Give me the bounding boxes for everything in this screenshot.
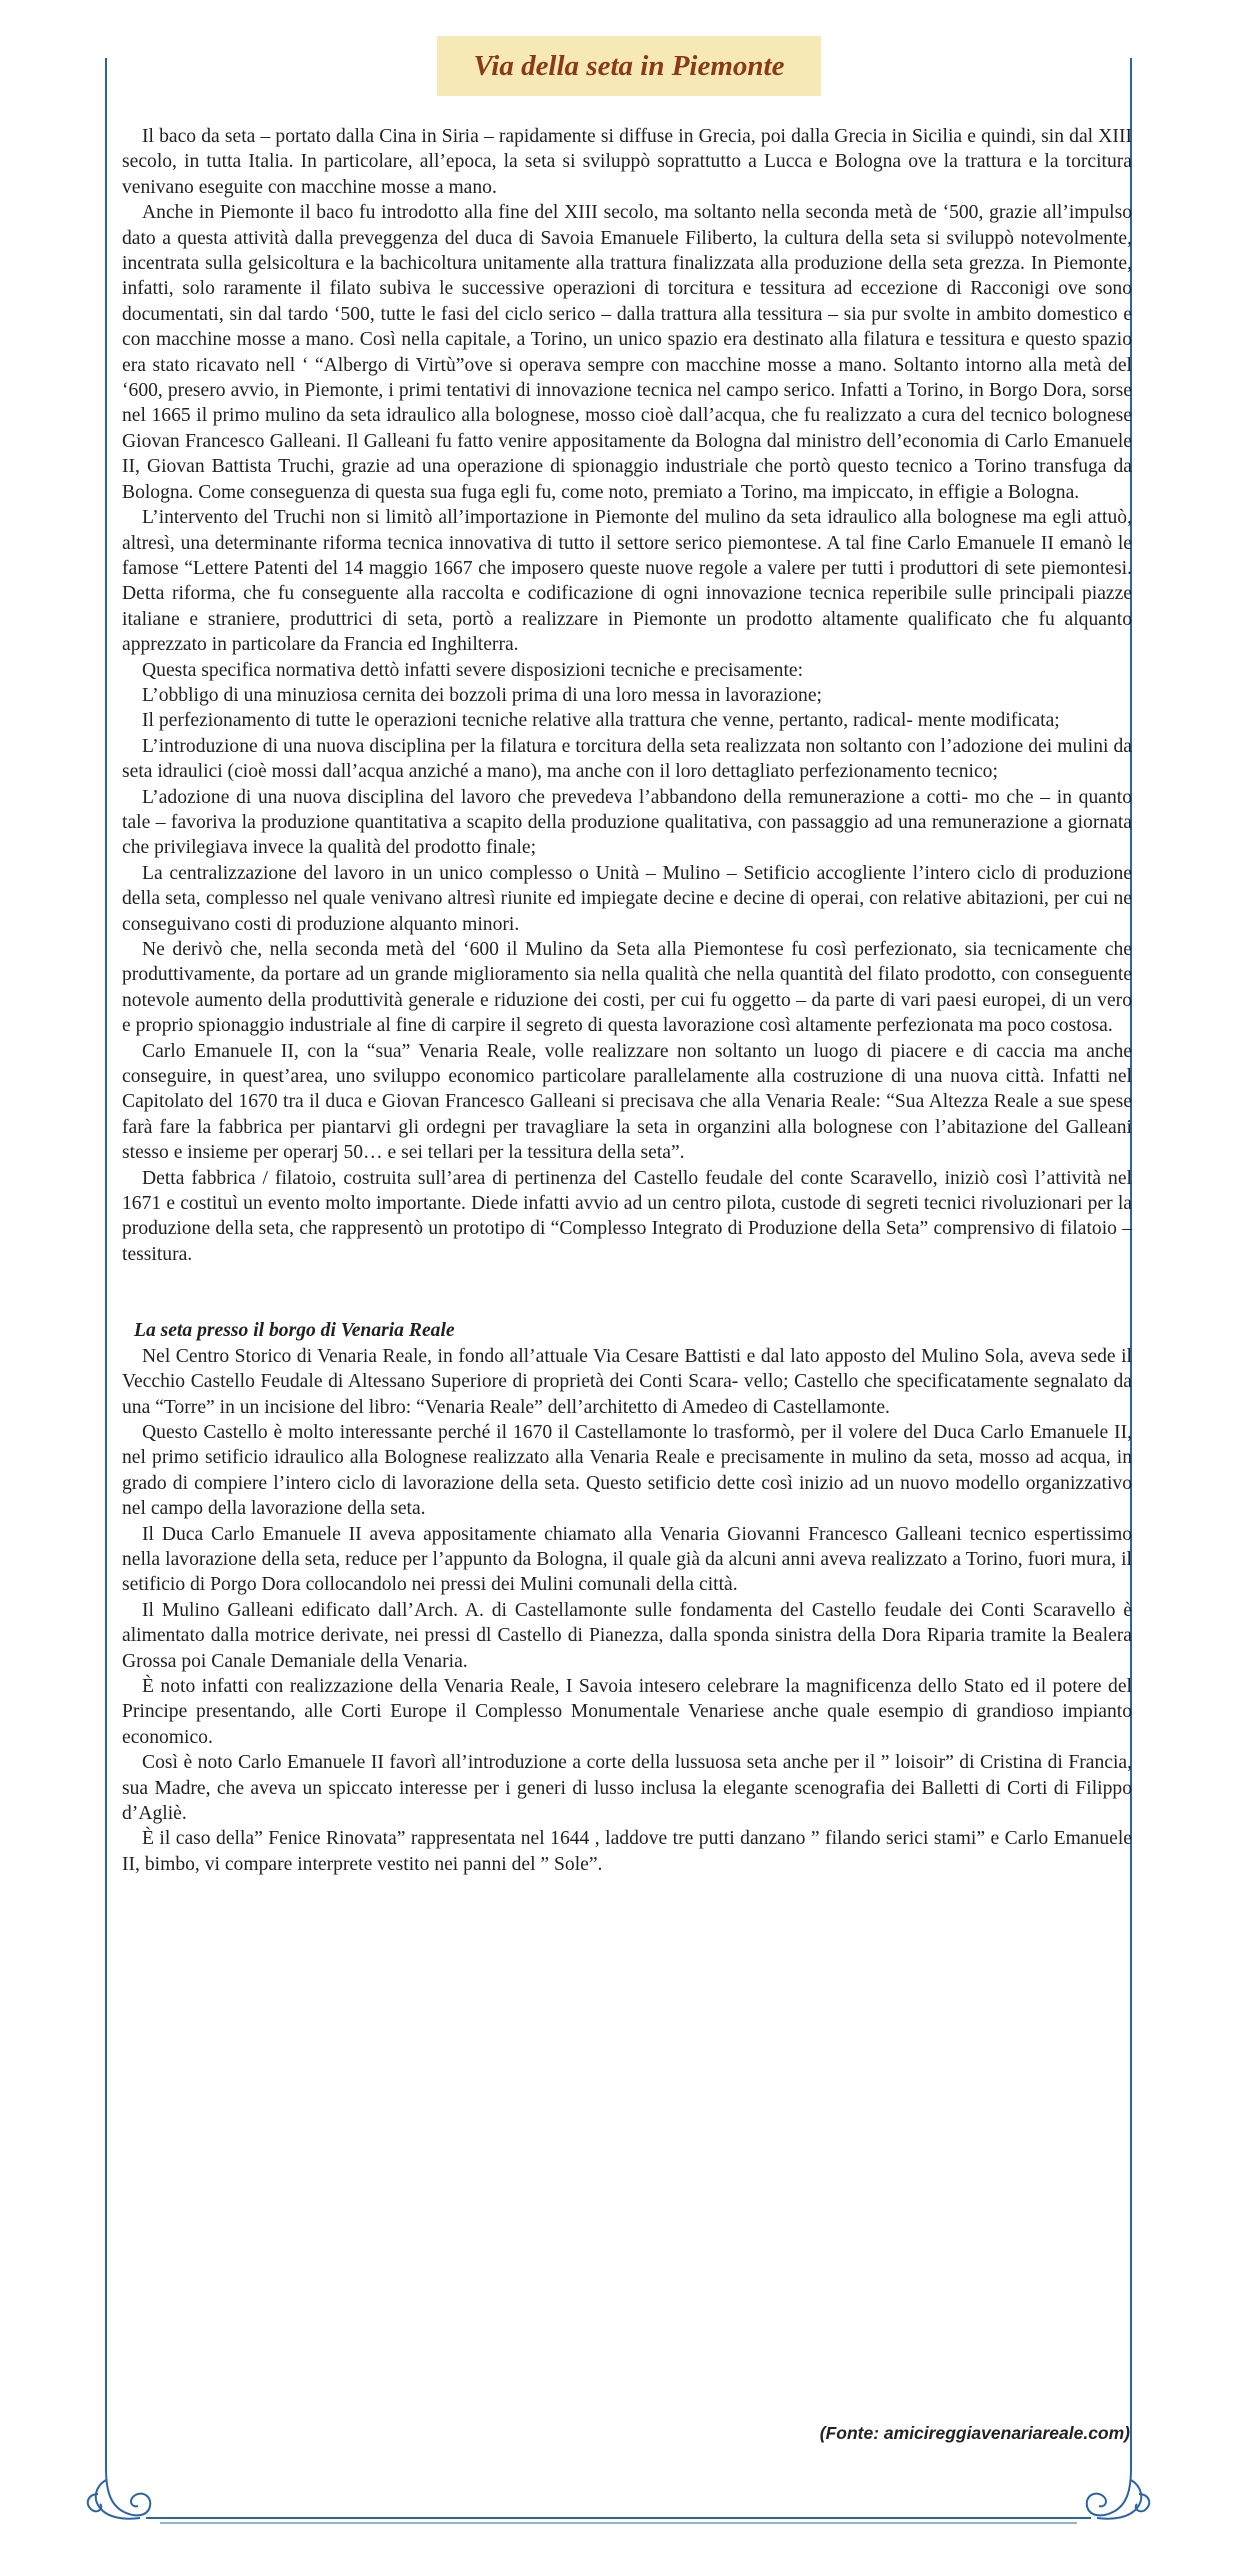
paragraph: Carlo Emanuele II, con la “sua” Venaria Reale, volle realizzare non soltanto un luogo di piacere e di caccia ma anche conseguire, in quest’area, uno sviluppo economico particolare parallelamente alla costruzione di una nuova città. Infatti nel Capitolato del 1670 tra il duca e Giovan Francesco Galleani si precisava che alla Venaria Reale: “Sua Altezza Reale a sue spese farà fare la fabbrica per piantarvi gli ordegni per travagliare la seta in organzini alla bolognese con l’abitazione del Galleani stesso e insieme per operarj 50… e sei tellari per la tessitura della seta”.	[122, 1040, 1132, 1164]
paragraph: È noto infatti con realizzazione della Venaria Reale, I Savoia intesero celebrare la magnificenza dello Stato ed il potere del Principe presentando, alle Corti Europe il Complesso Monumentale Venariese anche quale esempio di grandioso impianto economico.	[122, 1675, 1132, 1748]
list-item: Il perfezionamento di tutte le operazioni tecniche relative alla trattura che venne, pertanto, radical- mente modificata;	[142, 710, 1060, 732]
paragraph: È il caso della” Fenice Rinovata” rappresentata nel 1644 , laddove tre putti danzano ” filando serici stami” e Carlo Emanuele II, bimbo, vi compare interprete vestito nei panni del ” Sole”.	[122, 1828, 1132, 1875]
paragraph: Questa specifica normativa dettò infatti severe disposizioni tecniche e precisamente:	[142, 659, 804, 681]
section-heading: La seta presso il borgo di Venaria Reale	[134, 1320, 455, 1342]
paragraph: Ne derivò che, nella seconda metà del ‘600 il Mulino da Seta alla Piemontese fu così perfezionato, sia tecnicamente che produttivamente, da portare ad un grande miglioramento sia nella qualità che nella quantità del filato prodotto, con conseguente notevole aumento della produttività generale e riduzione dei costi, per cui fu oggetto – da parte di vari paesi europei, di un vero e proprio spionaggio industriale al fine di carpire il segreto di questa lavorazione così altamente perfezionata ma poco costosa.	[122, 939, 1132, 1037]
page-title: Via della seta in Piemonte	[473, 49, 785, 82]
paragraph: L’intervento del Truchi non si limitò all’importazione in Piemonte del mulino da seta idraulico alla bolognese ma egli attuò, altresì, una determinante riforma tecnica innovativa di tutto il settore serico piemontese. A tal fine Carlo Emanuele II emanò le famose “Lettere Patenti del 14 maggio 1667 che imposero queste nuove regole a valere per tutti i produttori di sete piemontesi. Detta riforma, che fu conseguente alla raccolta e codificazione di ogni innovazione tecnica reperibile sulle principali piazze italiane e straniere, produttrici di seta, portò a realizzare in Piemonte un prodotto altamente qualificato che fu alquanto apprezzato in particolare da Francia ed Inghilterra.	[122, 507, 1132, 656]
section-gap	[122, 1267, 1132, 1318]
article-body	[122, 124, 1132, 1877]
right-corner-ornament	[1087, 2468, 1150, 2519]
paragraph: Detta fabbrica / filatoio, costruita sull’area di pertinenza del Castello feudale del conte Scaravello, iniziò così l’attività nel 1671 e costituì un evento molto importante. Diede infatti avvio ad un centro pilota, custode di segreti tecnici rivoluzionari per la produzione della seta, che rappresentò un prototipo di “Complesso Integrato di Produzione della Seta” comprensivo di filatoio – tessitura.	[122, 1167, 1132, 1265]
paragraph: Anche in Piemonte il baco fu introdotto alla fine del XIII secolo, ma soltanto nella seconda metà de ‘500, grazie all’impulso dato a questa attività dalla preveggenza del duca di Savoia Emanuele Filiberto, la cultura della seta si sviluppò notevolmente, incentrata sulla gelsicoltura e la bachicoltura unitamente alla trattura finalizzata alla produzione della seta grezza. In Piemonte, infatti, solo raramente il filato subiva le successive operazioni di torcitura e tessitura ad eccezione di Racconigi ove sono documentati, sin dal tardo ‘500, tutte le fasi del ciclo serico – dalla trattura alla tessitura – sia pur svolte in ambito domestico e con macchine mosse a mano. Così nella capitale, a Torino, un unico spazio era destinato alla filatura e tessitura e questo spazio era stato ricavato nell ‘ “Albergo di Virtù”ove si operava sempre con macchine mosse a mano. Soltanto intorno alla metà del ‘600, presero avvio, in Piemonte, i primi tentativi di innovazione tecnica nel campo serico. Infatti a Torino, in Borgo Dora, sorse nel 1665 il primo mulino da seta idraulico alla bolognese, mosso cioè dall’acqua, che fu realizzato a cura del tecnico bolognese Giovan Francesco Galleani. Il Galleani fu fatto venire appositamente da Bologna dal ministro dell’economia di Carlo Emanuele II, Giovan Battista Truchi, grazie ad una operazione di spionaggio industriale che portò questo tecnico a Torino transfuga da Bologna. Come conseguenza di questa sua fuga egli fu, come noto, premiato a Torino, ma impiccato, in effigie a Bologna.	[122, 202, 1132, 503]
paragraph: Nel Centro Storico di Venaria Reale, in fondo all’attuale Via Cesare Battisti e dal lato apposto del Mulino Sola, aveva sede il Vecchio Castello Feudale di Altessano Superiore di proprietà dei Conti Scara- vello; Castello che specificatamente segnalato da una “Torre” in un incisione del libro: “Venaria Reale” dell’architetto di Amedeo di Castellamonte.	[122, 1345, 1132, 1418]
paragraph: Il baco da seta – portato dalla Cina in Siria – rapidamente si diffuse in Grecia, poi dalla Grecia in Sicilia e quindi, sin dal XIII secolo, in tutta Italia. In particolare, all’epoca, la seta si sviluppò soprattutto a Lucca e Bologna ove la trattura e la torcitura venivano eseguite con macchine mosse a mano.	[122, 126, 1132, 198]
paragraph: Il Duca Carlo Emanuele II aveva appositamente chiamato alla Venaria Giovanni Francesco Galleani tecnico espertissimo nella lavorazione della seta, reduce per l’appunto da Bologna, il quale già da alcuni anni aveva realizzato a Torino, fuori mura, il setificio di Porgo Dora collocandolo nei pressi dei Mulini comunali della città.	[122, 1523, 1132, 1596]
paragraph: Il Mulino Galleani edificato dall’Arch. A. di Castellamonte sulle fondamenta del Castello feudale dei Conti Scaravello è alimentato dalla motrice derivate, nei pressi dl Castello di Pianezza, dalla sponda sinistra della Dora Riparia tramite la Bealera Grossa poi Canale Demaniale della Venaria.	[122, 1599, 1132, 1672]
source-credit: (Fonte: amicireggiavenariareale.com)	[819, 2423, 1130, 2443]
title-banner	[437, 36, 821, 96]
left-corner-ornament	[88, 2468, 151, 2519]
list-item: La centralizzazione del lavoro in un unico complesso o Unità – Mulino – Setificio accogliente l’intero ciclo di produzione della seta, complesso nel quale venivano altresì riunite ed impiegate decine e decine di operai, con relative abitazioni, per cui ne conseguivano costi di produzione alquanto minori.	[122, 862, 1132, 935]
list-item: L’obbligo di una minuziosa cernita dei bozzoli prima di una loro messa in lavorazione;	[142, 684, 822, 706]
list-item: L’introduzione di una nuova disciplina per la filatura e torcitura della seta realizzata non soltanto con l’adozione dei mulini da seta idraulici (cioè mossi dall’acqua anziché a mano), ma anche con il loro dettagliato perfezionamento tecnico;	[122, 735, 1132, 783]
paragraph: Così è noto Carlo Emanuele II favorì all’introduzione a corte della lussuosa seta anche per il ” loisoir” di Cristina di Francia, sua Madre, che aveva un spiccato interesse per i generi di lusso inclusa la elegante scenografia dei Balletti di Corti di Filippo d’Agliè.	[122, 1752, 1132, 1824]
paragraph: Questo Castello è molto interessante perché il 1670 il Castellamonte lo trasformò, per il volere del Duca Carlo Emanuele II, nel primo setificio idraulico alla Bolognese realizzato alla Venaria Reale e precisamente in mulino da seta, mosso ad acqua, in grado di compiere l’intero ciclo di lavorazione della seta. Questo setificio dette così inizio ad un nuovo modello organizzativo nel campo della lavorazione della seta.	[122, 1421, 1132, 1520]
list-item: L’adozione di una nuova disciplina del lavoro che prevedeva l’abbandono della remunerazione a cotti- mo che – in quanto tale – favoriva la produzione quantitativa a scapito della produzione qualitativa, con passaggio ad una remunerazione a giornata che privilegiava invece la qualità del prodotto finale;	[122, 786, 1132, 859]
